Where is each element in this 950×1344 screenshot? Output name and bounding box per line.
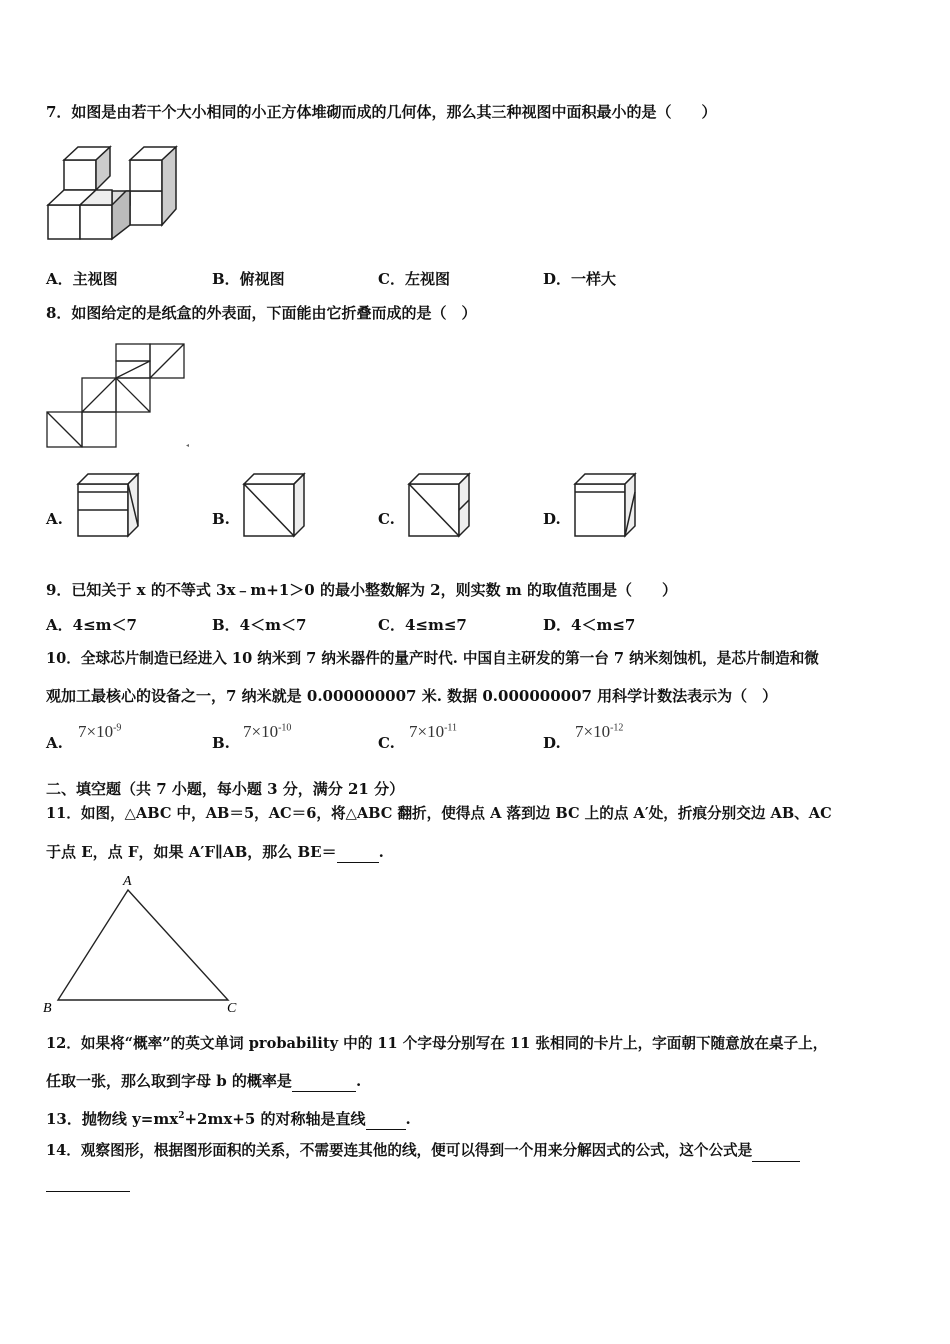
q8-stem: 8．如图给定的是纸盒的外表面，下面能由它折叠而成的是（ ） (46, 304, 477, 322)
q10-option-c-label[interactable]: C. (378, 734, 395, 752)
q7-option-c[interactable]: C．左视图 (378, 270, 450, 288)
q11-line1: 11．如图，△ABC 中，AB＝5，AC＝6，将△ABC 翻折，使得点 A 落到边 BC 上的点 A′处，折痕分别交边 AB、AC (46, 805, 832, 822)
q11-triangle-figure (42, 872, 242, 1017)
q10-option-a-value[interactable]: $7\times 10^{-9}$ (78, 722, 122, 741)
q12-line1: 12．如果将“概率”的英文单词 probability 中的 11 个字母分别写在 11 张相同的卡片上，字面朝下随意放在桌子上， (46, 1035, 828, 1052)
q11-label-a: A (123, 874, 132, 889)
q9-option-a[interactable]: A．4≤m＜7 (46, 616, 137, 634)
q11-answer-blank[interactable] (337, 842, 379, 863)
q8-option-a-label[interactable]: A. (46, 510, 63, 528)
q14-answer-blank-2[interactable] (46, 1191, 130, 1192)
q10-option-a-label[interactable]: A. (46, 734, 63, 752)
q8-option-b-cube[interactable] (242, 472, 312, 538)
q7-option-a[interactable]: A．主视图 (46, 270, 118, 288)
q8-option-b-label[interactable]: B. (212, 510, 230, 528)
q10-stem-line1: 10．全球芯片制造已经进入 10 纳米到 7 纳米器件的量产时代. 中国自主研发的第一台 7 纳米刻蚀机，是芯片制造和微 (46, 650, 819, 667)
q12-answer-blank[interactable] (292, 1071, 356, 1092)
q8-option-d-cube[interactable] (573, 472, 645, 538)
section2-heading: 二、填空题（共 7 小题，每小题 3 分，满分 21 分） (46, 780, 405, 798)
q8-option-c-label[interactable]: C. (378, 510, 395, 528)
q9-option-d[interactable]: D．4＜m≤7 (543, 616, 636, 634)
q11-label-c: C (227, 1001, 237, 1016)
q13-line: 13．抛物线 $y=mx^2+2mx+5$ 的对称轴是直线 . (46, 1110, 411, 1128)
q12-line2: 任取一张，那么取到字母 b 的概率是 . (46, 1072, 362, 1090)
q10-option-d-label[interactable]: D. (543, 734, 561, 752)
q13-answer-blank[interactable] (366, 1109, 406, 1130)
q11-label-b: B (43, 1001, 52, 1016)
q10-option-d-value[interactable]: $7\times 10^{-12}$ (575, 722, 624, 741)
q9-option-c[interactable]: C．4≤m≤7 (378, 616, 467, 634)
q10-option-b-label[interactable]: B. (212, 734, 230, 752)
q7-stem: 7．如图是由若干个大小相同的小正方体堆砌而成的几何体，那么其三种视图中面积最小的是（ ） (46, 103, 717, 121)
q7-option-d[interactable]: D．一样大 (543, 270, 617, 288)
q9-stem: 9．已知关于 x 的不等式 3x﹣m+1＞0 的最小整数解为 2，则实数 m 的取值范围是（ ） (46, 581, 677, 599)
q10-option-c-value[interactable]: $7\times 10^{-11}$ (409, 722, 458, 741)
q10-option-b-value[interactable]: $7\times 10^{-10}$ (243, 722, 292, 741)
q11-line2: 于点 E，点 F，如果 A′F∥AB，那么 BE＝ . (46, 843, 384, 861)
q8-option-c-cube[interactable] (407, 472, 477, 538)
q14-answer-blank-1[interactable] (752, 1141, 800, 1162)
q7-cube-stack-figure (46, 143, 186, 243)
q9-option-b[interactable]: B．4＜m＜7 (212, 616, 307, 634)
q8-option-d-label[interactable]: D. (543, 510, 561, 528)
svg-text:◂: ◂ (186, 442, 190, 449)
q8-option-a-cube[interactable] (76, 472, 146, 538)
q10-stem-line2: 观加工最核心的设备之一，7 纳米就是 0.000000007 米. 数据 0.000000007 用科学计数法表示为（ ） (46, 687, 778, 705)
q8-net-figure (46, 343, 196, 453)
q7-option-b[interactable]: B．俯视图 (212, 270, 285, 288)
q14-line1: 14．观察图形，根据图形面积的关系，不需要连其他的线，便可以得到一个用来分解因式的公式，这个公式是 (46, 1141, 800, 1162)
